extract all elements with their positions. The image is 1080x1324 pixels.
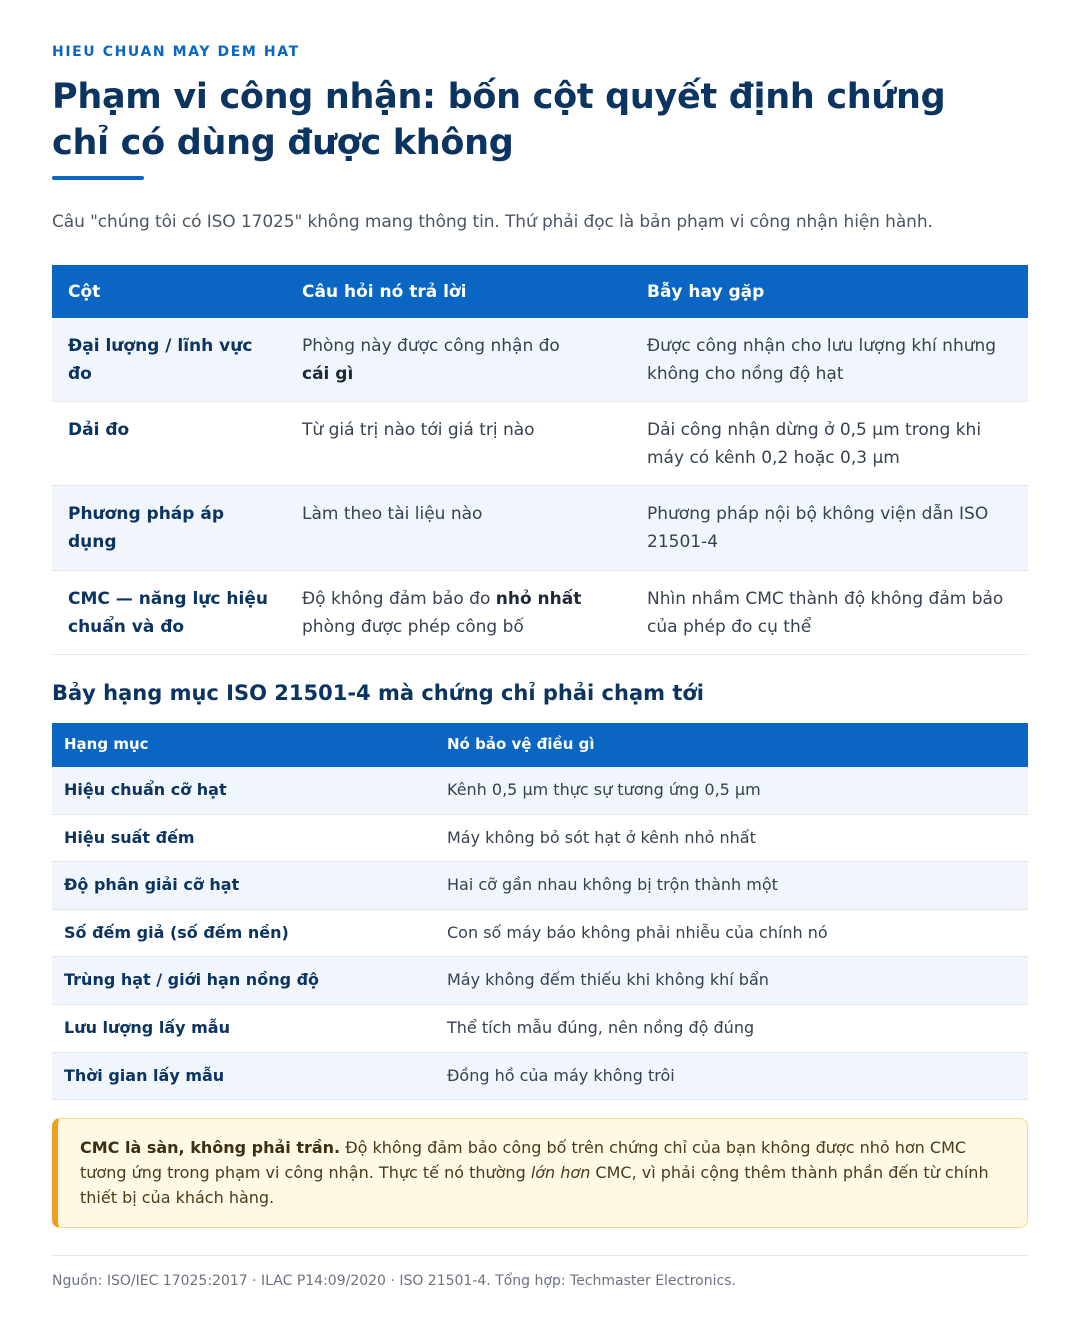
table-row: [52, 815, 1028, 863]
row-trap: Nhìn nhầm CMC thành độ không đảm bảo của phép đo cụ thể: [647, 589, 1004, 637]
footer-divider: [52, 1255, 1028, 1256]
header-trap: Bẫy hay gặp: [647, 281, 765, 302]
row-item: Hiệu suất đếm: [64, 827, 195, 847]
title-underline: [52, 176, 144, 180]
row-item: Trùng hạt / giới hạn nồng độ: [64, 970, 320, 990]
row-protects: Máy không đếm thiếu khi không khí bẩn: [447, 970, 769, 990]
callout-text-end: CMC, vì phải cộng thêm thành phần đến từ chính thiết bị của khách hàng.: [80, 1163, 989, 1207]
row-question: Phòng này được công nhận đo cái gì: [302, 336, 560, 384]
row-trap: Phương pháp nội bộ không viện dẫn ISO 21501-4: [647, 504, 989, 552]
row-protects: Con số máy báo không phải nhiễu của chính nó: [447, 922, 828, 942]
row-item: Thời gian lấy mẫu: [64, 1065, 225, 1085]
lede-paragraph: Câu "chúng tôi có ISO 17025" không mang thông tin. Thứ phải đọc là bản phạm vi công nhận hiện hành.: [52, 212, 933, 232]
row-protects: Máy không bỏ sót hạt ở kênh nhỏ nhất: [447, 827, 756, 847]
row-item: Độ phân giải cỡ hạt: [64, 875, 240, 895]
callout-text: Độ không đảm bảo công bố trên chứng chỉ của bạn không được nhỏ hơn CMC tương ứng trong phạm vi công nhận. Thực tế nó thường: [80, 1138, 967, 1182]
table-row: [52, 486, 1028, 571]
row-protects: Đồng hồ của máy không trôi: [447, 1065, 675, 1085]
row-column-name: Đại lượng / lĩnh vực đo: [68, 336, 253, 384]
row-column-name: Phương pháp áp dụng: [68, 504, 225, 552]
row-question: Làm theo tài liệu nào: [302, 504, 483, 524]
row-item: Số đếm giả (số đếm nền): [64, 922, 289, 942]
table-row: [52, 1005, 1028, 1053]
row-column-name: Dải đo: [68, 420, 130, 440]
table-row: [52, 862, 1028, 910]
header-item: Hạng mục: [64, 735, 149, 753]
row-trap: Được công nhận cho lưu lượng khí nhưng không cho nồng độ hạt: [647, 336, 997, 384]
table-header: [52, 265, 1028, 318]
callout-emphasis: lớn hơn: [530, 1163, 591, 1182]
cmc-callout: [52, 1118, 1028, 1228]
table-row: [52, 957, 1028, 1005]
table-row: [52, 571, 1028, 655]
table-row: [52, 402, 1028, 486]
section-title: Bảy hạng mục ISO 21501-4 mà chứng chỉ phải chạm tới: [52, 681, 704, 705]
row-question: Từ giá trị nào tới giá trị nào: [302, 420, 535, 440]
row-item: Lưu lượng lấy mẫu: [64, 1017, 230, 1037]
iso-21501-4-items-table: [52, 723, 1028, 1100]
accreditation-columns-table: [52, 265, 1028, 655]
header-question: Câu hỏi nó trả lời: [302, 281, 467, 302]
table-header: [52, 723, 1028, 767]
page-title: Phạm vi công nhận: bốn cột quyết định chứng chỉ có dùng được không: [52, 77, 946, 163]
row-trap: Dải công nhận dừng ở 0,5 µm trong khi máy có kênh 0,2 hoặc 0,3 µm: [647, 420, 982, 468]
header-protects: Nó bảo vệ điều gì: [447, 735, 595, 753]
eyebrow: HIEU CHUAN MAY DEM HAT: [52, 44, 300, 60]
row-column-name: CMC — năng lực hiệu chuẩn và đo: [68, 589, 268, 637]
row-protects: Thể tích mẫu đúng, nên nồng độ đúng: [447, 1017, 755, 1037]
table-row: [52, 767, 1028, 815]
row-protects: Kênh 0,5 µm thực sự tương ứng 0,5 µm: [447, 780, 761, 799]
source-footer: Nguồn: ISO/IEC 17025:2017 · ILAC P14:09/2020 · ISO 21501-4. Tổng hợp: Techmaster Electronics.: [52, 1273, 736, 1289]
row-protects: Hai cỡ gần nhau không bị trộn thành một: [447, 875, 778, 895]
header-column: Cột: [68, 281, 101, 302]
table-row: [52, 318, 1028, 402]
callout-lead: CMC là sàn, không phải trần.: [80, 1138, 341, 1157]
table-row: [52, 910, 1028, 958]
row-question: Độ không đảm bảo đo nhỏ nhất phòng được phép công bố: [302, 589, 582, 637]
table-row: [52, 1053, 1028, 1101]
row-item: Hiệu chuẩn cỡ hạt: [64, 780, 227, 799]
